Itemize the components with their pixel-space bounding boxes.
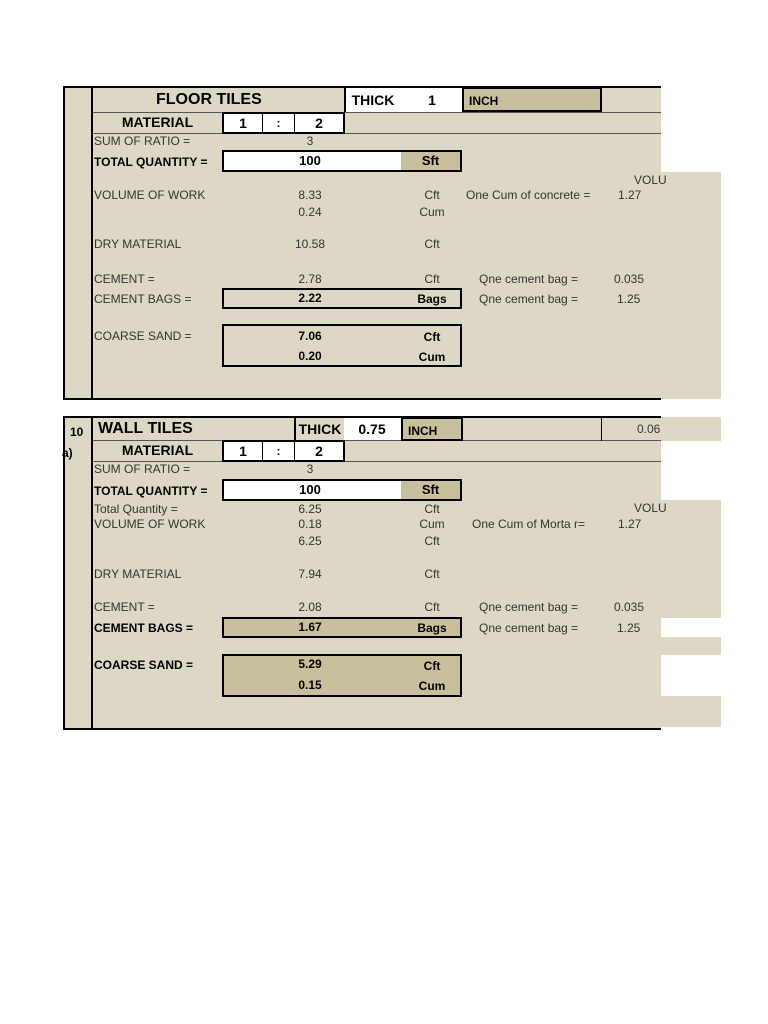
floor-sum-ratio-label: SUM OF RATIO = bbox=[94, 134, 191, 148]
floor-dry-label: DRY MATERIAL bbox=[94, 237, 182, 251]
floor-cement-label: CEMENT = bbox=[94, 272, 155, 286]
floor-thick-label: THICK bbox=[351, 92, 395, 108]
floor-total-qty-unit: Sft bbox=[421, 153, 440, 168]
wall-total-qty-unit: Sft bbox=[421, 482, 440, 497]
floor-total-qty-label: TOTAL QUANTITY = bbox=[94, 155, 208, 169]
floor-cement-unit: Cft bbox=[424, 272, 440, 286]
wall-total-qty-label: TOTAL QUANTITY = bbox=[94, 484, 208, 498]
wall-sand-cft: 5.29 bbox=[298, 657, 322, 671]
wall-cement-label: CEMENT = bbox=[94, 600, 155, 614]
floor-volume-label: VOLUME OF WORK bbox=[94, 188, 206, 202]
floor-material-label: MATERIAL bbox=[121, 114, 194, 130]
floor-cement-bag-label-2: Qne cement bag = bbox=[479, 292, 579, 306]
wall-cement-bag-label-2: Qne cement bag = bbox=[479, 621, 579, 635]
wall-one-cum-value: 1.27 bbox=[618, 517, 642, 531]
wall-vol-header: VOLU bbox=[634, 501, 667, 515]
wall-row-number: 10 bbox=[70, 425, 84, 439]
wall-sum-ratio-value: 3 bbox=[306, 462, 314, 476]
wall-dry-value: 7.94 bbox=[298, 567, 322, 581]
floor-sand-cum: 0.20 bbox=[298, 349, 322, 363]
floor-volume-cum: 0.24 bbox=[298, 205, 322, 219]
wall-sand-cum: 0.15 bbox=[298, 678, 322, 692]
wall-cement-bag-value-1: 0.035 bbox=[614, 600, 645, 614]
wall-sand-cft-unit: Cft bbox=[423, 659, 441, 673]
wall-thick-value[interactable]: 0.75 bbox=[358, 421, 386, 437]
wall-volume-label: VOLUME OF WORK bbox=[94, 517, 206, 531]
wall-thick-unit: INCH bbox=[408, 424, 438, 438]
floor-vol-header: VOLU bbox=[634, 173, 667, 187]
wall-volume-cum: 0.18 bbox=[298, 517, 322, 531]
floor-ratio-sep: : bbox=[276, 116, 281, 130]
floor-thick-unit: INCH bbox=[469, 94, 499, 108]
wall-sand-label: COARSE SAND = bbox=[94, 658, 194, 672]
floor-dry-value: 10.58 bbox=[294, 237, 326, 251]
wall-volume-cft: 6.25 bbox=[298, 534, 322, 548]
wall-volume-cum-unit: Cum bbox=[419, 517, 445, 531]
floor-sand-label: COARSE SAND = bbox=[94, 329, 192, 343]
floor-cement-bag-label-1: Qne cement bag = bbox=[479, 272, 579, 286]
wall-cement-bag-label-1: Qne cement bag = bbox=[479, 600, 579, 614]
wall-dry-label: DRY MATERIAL bbox=[94, 567, 182, 581]
floor-cement-bag-value-2: 1.25 bbox=[617, 292, 641, 306]
wall-cement-bags-unit: Bags bbox=[417, 621, 447, 635]
floor-thick-value[interactable]: 1 bbox=[428, 92, 436, 108]
floor-ratio-b[interactable]: 2 bbox=[315, 115, 323, 131]
wall-cement-bag-value-2: 1.25 bbox=[617, 621, 641, 635]
wall-total-qty-value[interactable]: 100 bbox=[299, 482, 321, 497]
floor-cement-bags-value: 2.22 bbox=[298, 291, 322, 305]
wall-cement-value: 2.08 bbox=[298, 600, 322, 614]
floor-sand-cum-unit: Cum bbox=[418, 350, 446, 364]
wall-total-quantity-small-value: 6.25 bbox=[298, 502, 322, 516]
floor-volume-cum-unit: Cum bbox=[419, 205, 445, 219]
floor-cement-value: 2.78 bbox=[298, 272, 322, 286]
wall-sum-ratio-label: SUM OF RATIO = bbox=[94, 462, 191, 476]
wall-material-label: MATERIAL bbox=[121, 442, 194, 458]
wall-ratio-a[interactable]: 1 bbox=[239, 443, 247, 459]
floor-dry-unit: Cft bbox=[424, 237, 440, 251]
wall-cement-bags-value: 1.67 bbox=[298, 620, 322, 634]
wall-ratio-b[interactable]: 2 bbox=[315, 443, 323, 459]
floor-cement-bag-value-1: 0.035 bbox=[614, 272, 645, 286]
wall-sand-cum-unit: Cum bbox=[418, 679, 446, 693]
wall-row-sub: a) bbox=[62, 446, 73, 460]
floor-total-qty-value[interactable]: 100 bbox=[299, 153, 321, 168]
floor-one-cum-value: 1.27 bbox=[618, 188, 642, 202]
floor-volume-cft-unit: Cft bbox=[424, 188, 440, 202]
floor-sand-cft-unit: Cft bbox=[423, 330, 441, 344]
floor-title: FLOOR TILES bbox=[156, 91, 262, 108]
floor-sand-cft: 7.06 bbox=[298, 329, 322, 343]
wall-thick-feet: 0.06 bbox=[637, 422, 661, 436]
floor-one-cum-label: One Cum of concrete = bbox=[466, 188, 591, 202]
floor-volume-cft: 8.33 bbox=[298, 188, 322, 202]
wall-one-cum-label: One Cum of Morta r= bbox=[472, 517, 586, 531]
wall-title: WALL TILES bbox=[98, 420, 193, 437]
wall-thick-label: THICK bbox=[298, 421, 342, 437]
wall-ratio-sep: : bbox=[276, 444, 281, 458]
floor-sum-ratio-value: 3 bbox=[306, 134, 314, 148]
wall-dry-unit: Cft bbox=[424, 567, 440, 581]
floor-cement-bags-unit: Bags bbox=[417, 292, 447, 306]
floor-ratio-a[interactable]: 1 bbox=[239, 115, 247, 131]
wall-cement-unit: Cft bbox=[424, 600, 440, 614]
wall-total-quantity-small-label: Total Quantity = bbox=[94, 502, 178, 516]
wall-total-quantity-small-unit: Cft bbox=[424, 502, 440, 516]
wall-volume-cft-unit: Cft bbox=[424, 534, 440, 548]
floor-cement-bags-label: CEMENT BAGS = bbox=[94, 292, 192, 306]
wall-cement-bags-label: CEMENT BAGS = bbox=[94, 621, 194, 635]
